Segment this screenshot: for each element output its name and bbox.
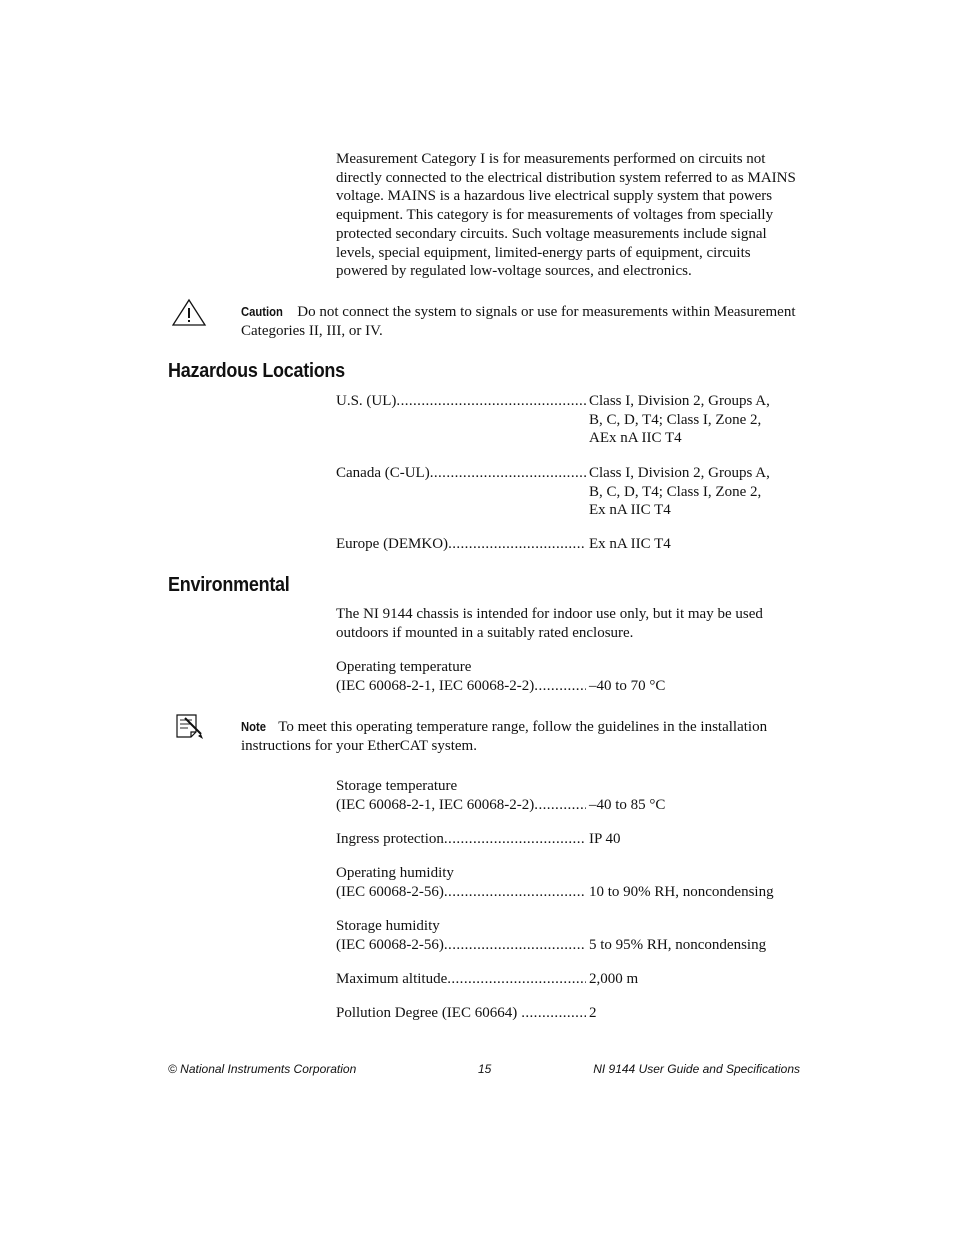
caution-block bbox=[241, 303, 801, 340]
caution-label: Caution bbox=[241, 305, 283, 319]
spec-label: U.S. (UL) bbox=[336, 393, 397, 409]
spec-storage-humidity bbox=[336, 917, 800, 954]
spec-label: Operating temperature bbox=[336, 659, 472, 675]
spec-value-line: AEx nA IIC T4 bbox=[589, 430, 682, 446]
footer-copyright: © National Instruments Corporation bbox=[168, 1062, 357, 1076]
note-block bbox=[241, 718, 801, 755]
environmental-heading: Environmental bbox=[168, 574, 290, 596]
spec-value: –40 to 85 °C bbox=[589, 796, 666, 813]
spec-label: (IEC 60068-2-1, IEC 60068-2-2) bbox=[336, 677, 535, 694]
spec-label: Storage temperature bbox=[336, 778, 458, 794]
spec-value-line: B, C, D, T4; Class I, Zone 2, bbox=[589, 483, 762, 500]
spec-maximum-altitude bbox=[336, 970, 800, 989]
spec-label: Pollution Degree (IEC 60664) bbox=[336, 1005, 518, 1021]
spec-label: Europe (DEMKO) bbox=[336, 536, 449, 552]
spec-storage-temperature bbox=[336, 777, 800, 814]
spec-operating-humidity bbox=[336, 864, 800, 901]
spec-value: 10 to 90% RH, noncondensing bbox=[589, 883, 774, 900]
spec-label: (IEC 60068-2-56) bbox=[336, 936, 444, 953]
environmental-paragraph: The NI 9144 chassis is intended for indoor use only, but it may be used outdoors if mounted in a suitably rated enclosure. bbox=[336, 606, 763, 641]
spec-value-line: B, C, D, T4; Class I, Zone 2, bbox=[589, 411, 762, 428]
spec-label: (IEC 60068-2-56) bbox=[336, 883, 444, 900]
spec-pollution-degree bbox=[336, 1004, 800, 1023]
hazardous-heading: Hazardous Locations bbox=[168, 360, 345, 382]
spec-value: 2 bbox=[589, 1005, 597, 1021]
intro-paragraph: Measurement Category I is for measurements performed on circuits not directly connected to the electrical distribution system referred to as MAINS voltage. MAINS is a hazardous live electrical supply system that powers equipment. This category is for measurements of voltages from specially protected secondary circuits. Such voltage measurements include signal levels, special equipment, limited-energy parts of equipment, circuits powered by regulated low-voltage sources, and electronics. bbox=[336, 151, 796, 280]
spec-us-ul bbox=[336, 392, 800, 448]
caution-text: Do not connect the system to signals or use for measurements within Measurement Categories II, III, or IV. bbox=[241, 304, 796, 339]
spec-label: Canada (C-UL) bbox=[336, 465, 430, 481]
note-icon bbox=[174, 712, 206, 740]
spec-label: Maximum altitude bbox=[336, 971, 448, 987]
spec-label: Storage humidity bbox=[336, 918, 440, 934]
spec-value: 2,000 m bbox=[589, 971, 639, 987]
note-label: Note bbox=[241, 720, 267, 734]
spec-label: Ingress protection bbox=[336, 831, 444, 847]
spec-value-line: Ex nA IIC T4 bbox=[589, 536, 671, 552]
spec-operating-temperature bbox=[336, 658, 800, 695]
spec-value: IP 40 bbox=[589, 831, 621, 847]
spec-value-line: Ex nA IIC T4 bbox=[589, 502, 671, 518]
spec-value-line: Class I, Division 2, Groups A, bbox=[589, 465, 770, 481]
spec-value: –40 to 70 °C bbox=[589, 677, 666, 694]
spec-canada-cul bbox=[336, 464, 800, 520]
spec-value: 5 to 95% RH, noncondensing bbox=[589, 936, 767, 953]
footer-page-number: 15 bbox=[478, 1062, 492, 1076]
spec-value-line: Class I, Division 2, Groups A, bbox=[589, 393, 770, 409]
caution-icon bbox=[172, 298, 208, 328]
spec-label: (IEC 60068-2-1, IEC 60068-2-2) bbox=[336, 796, 535, 813]
note-text: To meet this operating temperature range, follow the guidelines in the installation instructions for your EtherCAT system. bbox=[241, 719, 768, 754]
spec-europe-demko bbox=[336, 535, 800, 554]
spec-ingress-protection bbox=[336, 830, 800, 849]
footer-document-title: NI 9144 User Guide and Specifications bbox=[593, 1062, 800, 1076]
spec-label: Operating humidity bbox=[336, 865, 454, 881]
